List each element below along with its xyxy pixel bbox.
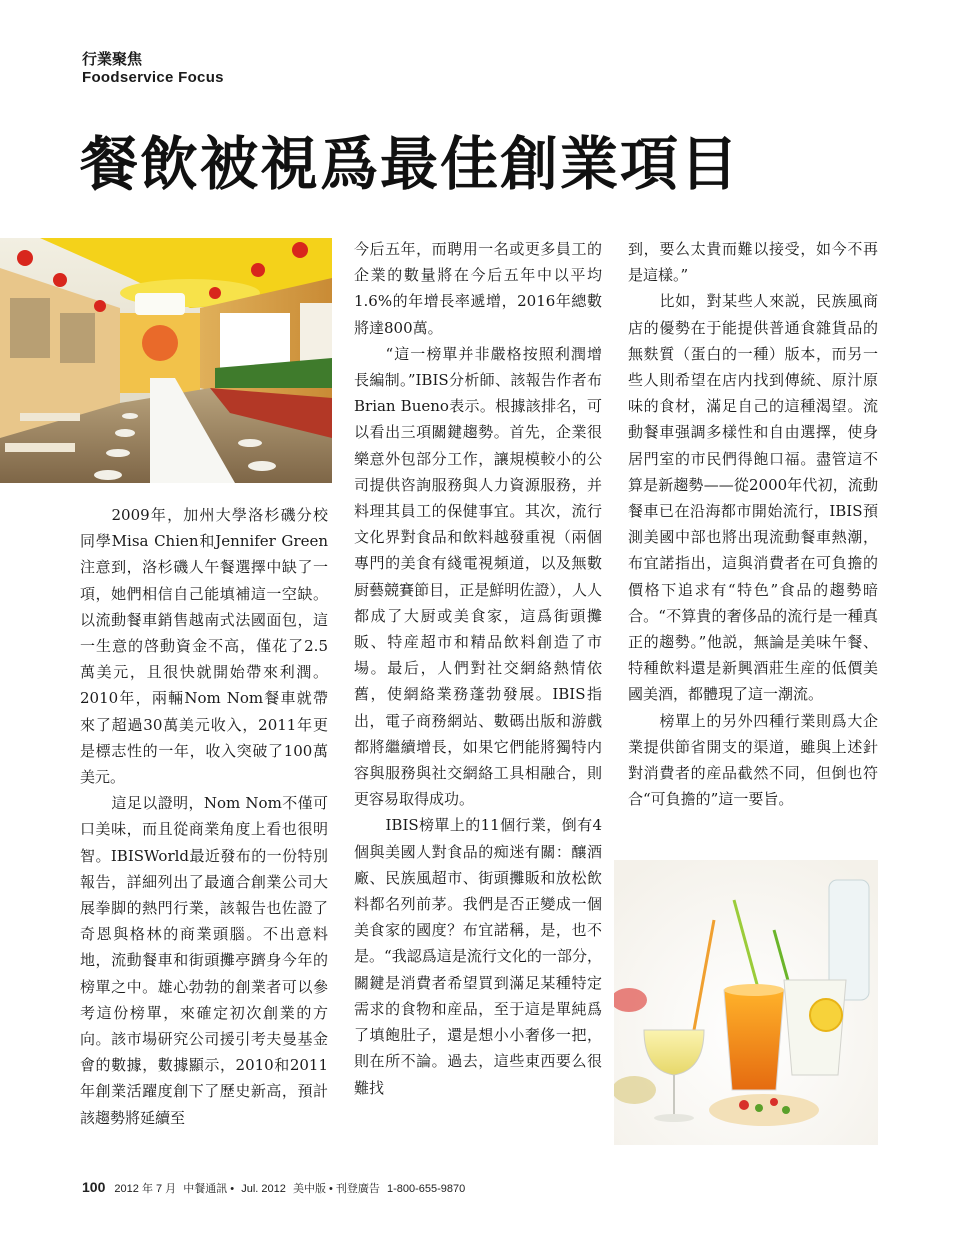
restaurant-interior-photo	[0, 238, 332, 483]
footer-publication: 中餐通訊 •	[183, 1183, 235, 1195]
paragraph: 今后五年，而聘用一名或更多員工的企業的數量將在今后五年中以平均1.6%的年增長率遞增，2016年總數將達800萬。	[354, 240, 602, 337]
article-column-1	[80, 502, 328, 1131]
page-number: 100	[82, 1179, 106, 1195]
paragraph: 2009年，加州大學洛杉磯分校同學Misa Chien和Jennifer Green注意到，洛杉磯人午餐選擇中缺了一項，她們相信自己能填補這一空缺。以流動餐車銷售越南式法國面包，這一生意的啓動資金不高，僅花了2.5萬美元，且很快就開始帶來利潤。2010年，兩輛Nom Nom餐車就帶來了超過30萬美元收入，2011年更是標志性的一年，收入突破了100萬美元。	[80, 506, 328, 787]
article-column-2	[354, 236, 602, 1101]
paragraph: “這一榜單并非嚴格按照利潤增長編制。”IBIS分析師、該報告作者布Brian Bueno表示。根據該排名，可以看出三項關鍵趨勢。首先，企業很樂意外包部分工作，讓規模較小的公司提供咨詢服務與人力資源服務，并料理其員工的保健事宜。其次，流行文化界對食品和飲料越發重視（兩個專門的美食有綫電視頻道，以及無數厨藝競賽節目，正是鮮明佐證），人人都成了大厨或美食家，這爲街頭攤販、特産超市和精品飲料創造了市場。最后，人們對社交網絡熱情依舊，使網絡業務蓬勃發展。IBIS指出，電子商務網站、數碼出版和游戲都將繼續增長，如果它們能將獨特内容與服務與社交網絡工具相融合，則更容易取得成功。	[354, 344, 602, 809]
footer-issue: Jul. 2012	[241, 1183, 286, 1195]
section-title-cn: 行業聚焦	[82, 50, 143, 68]
paragraph: 比如，對某些人來説，民族風商店的優勢在于能提供普通食雜貨品的無麩質（蛋白的一種）版本，而另一些人則希望在店内找到傳統、原汁原味的食材，滿足自己的這種渴望。流動餐車强調多樣性和自由選擇，使身居門室的市民們得飽口福。盡管這不算是新趨勢——從2000年代初，流動餐車已在沿海都市開始流行，IBIS預測美國中部也將出現流動餐車熱潮，布宜諾指出，這與消費者在可負擔的價格下追求有“特色”食品的趨勢暗合。“不算貴的奢侈品的流行是一種真正的趨勢。”他説，無論是美味午餐、特種飲料還是新興酒莊生産的低價美國美酒，都體現了這一潮流。	[628, 292, 878, 704]
article-headline: 餐飲被視爲最佳創業項目	[80, 130, 741, 198]
page-footer	[82, 1180, 469, 1196]
paragraph: 榜單上的另外四種行業則爲大企業提供節省開支的渠道，雖與上述針對消費者的産品截然不同，但倒也符合“可負擔的”這一要旨。	[628, 711, 878, 809]
footer-edition: 美中版 • 刊登廣告	[292, 1183, 380, 1195]
paragraph: IBIS榜單上的11個行業，倒有4個與美國人對食品的痴迷有關：釀酒廠、民族風超市、街頭攤販和放松飲料都名列前茅。我們是否正變成一個美食家的國度？布宜諾稱，是，也不是。“我認爲這是流行文化的一部分，關鍵是消費者希望買到滿足某種特定需求的食物和産品，至于這是單純爲了填飽肚子，還是想小小奢侈一把，則在所不論。過去，這些東西要么很難找	[354, 816, 602, 1097]
drinks-photo	[614, 860, 878, 1145]
paragraph: 這足以證明，Nom Nom不僅可口美味，而且從商業角度上看也很明智。IBISWorld最近發布的一份特別報告，詳細列出了最適合創業公司大展拳脚的熱門行業，該報告也佐證了奇恩與格林的商業頭腦。不出意料地，流動餐車和街頭攤亭躋身今年的榜單之中。雄心勃勃的創業者可以參考這份榜單，來確定初次創業的方向。該市場研究公司援引考夫曼基金會的數據，數據顯示，2010和2011年創業活躍度創下了歷史新高，預計該趨勢將延續至	[80, 794, 328, 1127]
footer-phone: 1-800-655-9870	[386, 1183, 466, 1195]
footer-date: 2012 年 7 月	[114, 1183, 177, 1195]
article-column-3	[628, 236, 878, 812]
paragraph: 到，要么太貴而難以接受，如今不再是這樣。”	[628, 240, 878, 285]
section-title-en: Foodservice Focus	[82, 69, 224, 86]
